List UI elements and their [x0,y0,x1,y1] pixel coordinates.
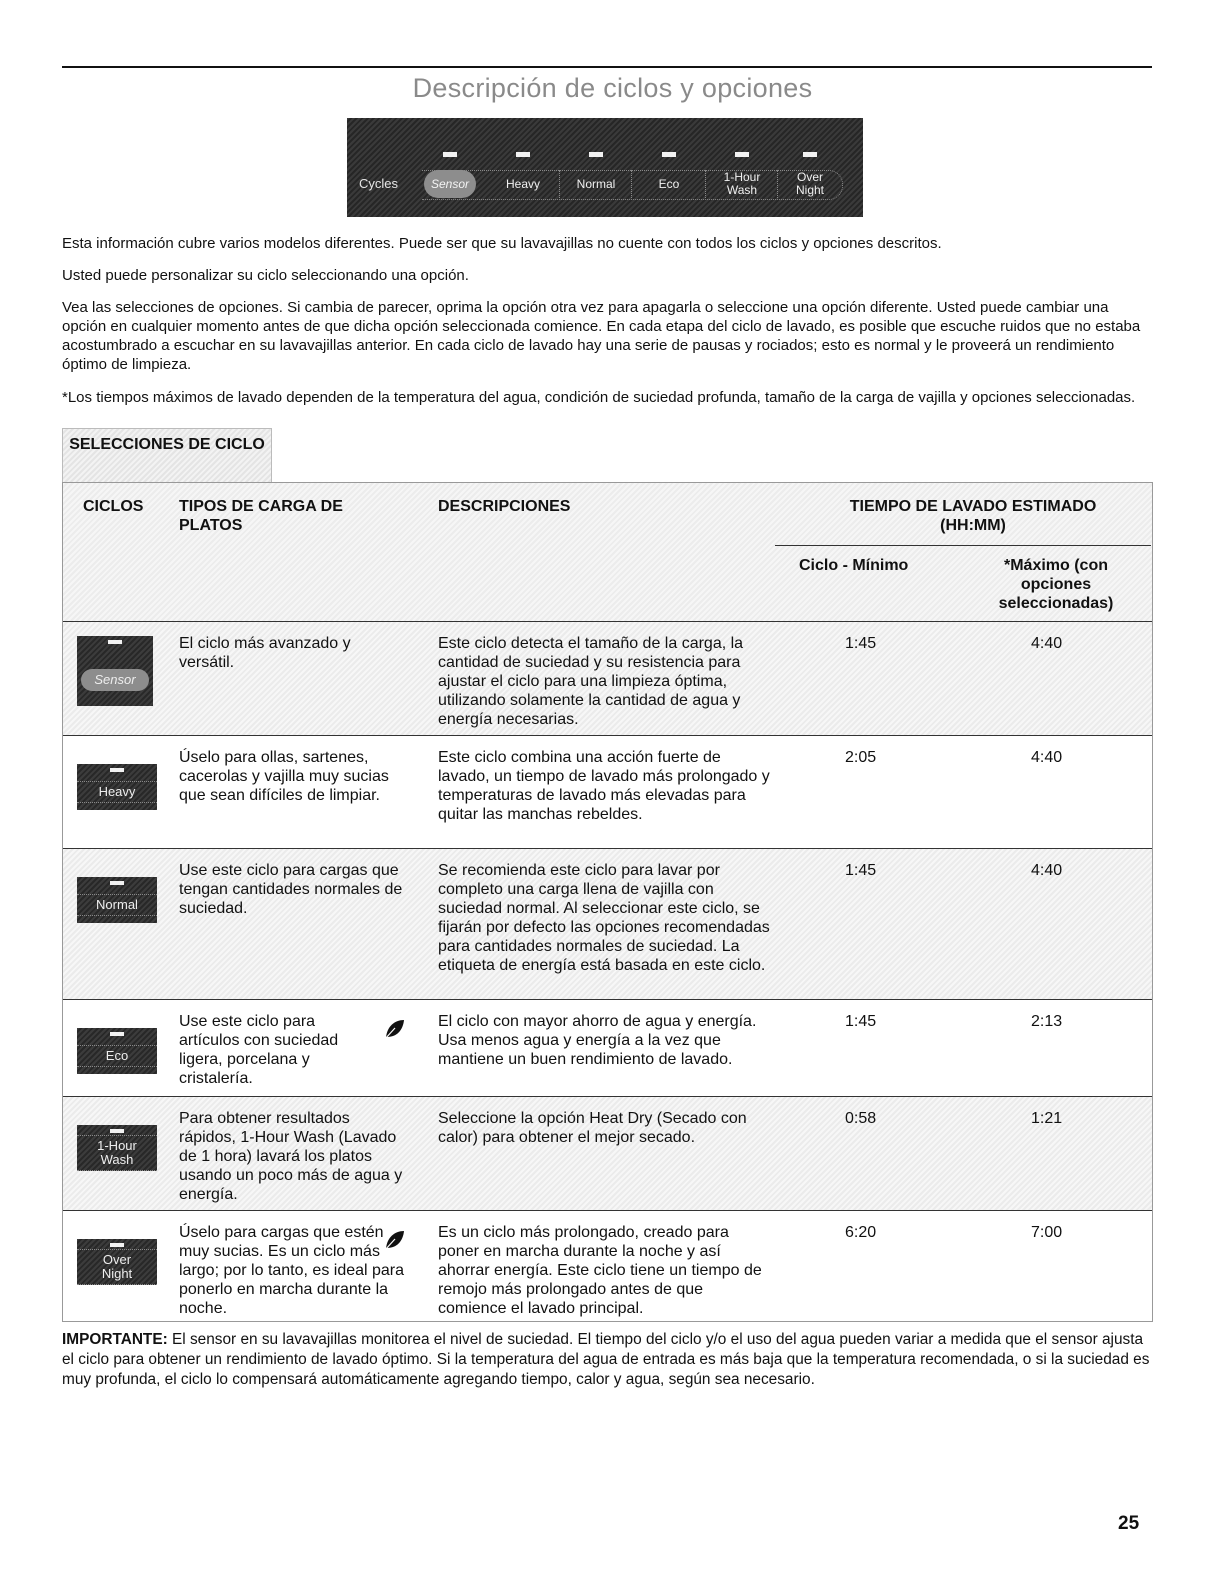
over-night-icon: Over Night [77,1239,157,1285]
cell-desc: Seleccione la opción Heat Dry (Secado con calor) para obtener el mejor secado. [438,1110,747,1146]
normal-icon: Normal [77,877,157,923]
header-min: Ciclo - Mínimo [799,557,909,574]
cell-min: 2:05 [845,749,877,766]
intro-paragraph-4: *Los tiempos máximos de lavado dependen de la temperatura del agua, condición de suciedad profunda, tamaño de la carga de vajilla y opciones seleccionadas. [62,389,1136,406]
leaf-icon [383,1229,405,1251]
eco-icon: Eco [77,1028,157,1074]
header-divider [775,545,1151,546]
header-max: *Máximo (con opciones seleccionadas) [998,557,1114,612]
cell-min: 1:45 [845,635,877,652]
cell-min: 0:58 [845,1110,877,1127]
table-row [63,1000,1152,1097]
heavy-icon: Heavy [77,764,157,810]
table-row [63,849,1152,1000]
panel-button-eco: Eco [631,170,706,198]
panel-label: Cycles [359,176,399,191]
table-row [63,622,1152,736]
sensor-icon: Sensor [77,636,153,706]
cell-load: Use este ciclo para cargas que tengan cantidades normales de suciedad. [179,862,403,917]
cell-max: 7:00 [1031,1224,1063,1241]
cell-min: 1:45 [845,1013,877,1030]
cell-desc: Este ciclo detecta el tamaño de la carga, la cantidad de suciedad y su resistencia para ajustar el ciclo para una limpieza óptima, utilizando solamente la cantidad de agua y energía necesarias. [438,635,744,728]
section-label: SELECCIONES DE CICLO [62,428,272,482]
cell-min: 6:20 [845,1224,877,1241]
panel-button-normal: Normal [559,170,632,198]
page-number: 25 [1118,1513,1140,1534]
leaf-icon [383,1018,405,1040]
page-title: Descripción de ciclos y opciones [412,73,813,103]
important-note [62,1330,1152,1390]
table-row [63,736,1152,849]
cell-load: Úselo para ollas, sartenes, cacerolas y vajilla muy sucias que sean difíciles de limpiar. [179,749,389,804]
cell-max: 2:13 [1031,1013,1063,1030]
cell-load: Use este ciclo para artículos con suciedad ligera, porcelana y cristalería. [179,1013,339,1087]
header-cycles: CICLOS [83,498,144,515]
one-hour-wash-icon: 1-Hour Wash [77,1125,157,1171]
cell-max: 1:21 [1031,1110,1063,1127]
cell-max: 4:40 [1031,635,1063,652]
important-label: IMPORTANTE: [62,1331,168,1348]
cycle-table [62,482,1153,1322]
important-text: El sensor en su lavavajillas monitorea el nivel de suciedad. El tiempo del ciclo y/o el uso del agua pueden variar a medida que el sensor ajusta el ciclo para obtener un rendimiento de lavado óptimo. Si la temperatura del agua de entrada es más baja que la temperatura recomendada, o si la suciedad es muy profunda, el ciclo lo compensará automáticamente agregando tiempo, calor y agua, según sea necesario. [62,1331,1150,1388]
panel-button-1-hour-wash: 1-Hour Wash [705,170,778,198]
panel-button-sensor: Sensor [424,170,476,198]
cell-max: 4:40 [1031,862,1063,879]
header-time: TIEMPO DE LAVADO ESTIMADO (HH:MM) [849,498,1097,534]
header-desc: DESCRIPCIONES [438,498,571,515]
top-rule [62,66,1152,68]
table-row [63,1097,1152,1211]
intro-paragraph-1: Esta información cubre varios modelos diferentes. Puede ser que su lavavajillas no cuente con todos los ciclos y opciones descritos. [62,235,942,252]
intro-paragraph-3: Vea las selecciones de opciones. Si cambia de parecer, oprima la opción otra vez para apagarla o seleccione una opción diferente. Usted puede cambiar una opción en cualquier momento antes de que dicha opción seleccionada comience. En cada etapa del ciclo de lavado, es posible que escuche ruidos que no estaba acostumbrado a escuchar en su lavavajillas anterior. En cada ciclo de lavado hay una serie de pausas y rociados; esto es normal y le proveerá un rendimiento óptimo de limpieza. [62,299,1141,373]
cell-load: El ciclo más avanzado y versátil. [179,635,351,671]
panel-button-heavy: Heavy [487,170,559,198]
intro-paragraph-2: Usted puede personalizar su ciclo seleccionando una opción. [62,267,469,284]
cell-desc: El ciclo con mayor ahorro de agua y energía. Usa menos agua y energía a la vez que mantiene un buen rendimiento de lavado. [438,1013,757,1068]
table-row [63,1211,1152,1321]
cell-load: Para obtener resultados rápidos, 1-Hour Wash (Lavado de 1 hora) lavará los platos usando un poco más de agua y energía. [179,1110,403,1203]
cell-load: Úselo para cargas que estén muy sucias. Es un ciclo más largo; por lo tanto, es ideal para ponerlo en marcha durante la noche. [179,1224,405,1317]
panel-button-over-night: Over Night [777,170,842,198]
table-header [63,483,1152,622]
header-load: TIPOS DE CARGA DE PLATOS [179,498,343,534]
control-panel-image [347,118,863,217]
cell-desc: Es un ciclo más prolongado, creado para poner en marcha durante la noche y así ahorrar energía. Este ciclo tiene un tiempo de remojo más prolongado antes de que comience el lavado principal. [438,1224,762,1317]
cell-max: 4:40 [1031,749,1063,766]
cell-min: 1:45 [845,862,877,879]
cell-desc: Este ciclo combina una acción fuerte de lavado, un tiempo de lavado más prolongado y temperaturas de lavado más elevadas para quitar las manchas rebeldes. [438,749,770,823]
cell-desc: Se recomienda este ciclo para lavar por completo una carga llena de vajilla con suciedad normal. Al seleccionar este ciclo, se fijarán por defecto las opciones recomendadas para cantidades normales de suciedad. La etiqueta de energía está basada en este ciclo. [438,862,770,974]
